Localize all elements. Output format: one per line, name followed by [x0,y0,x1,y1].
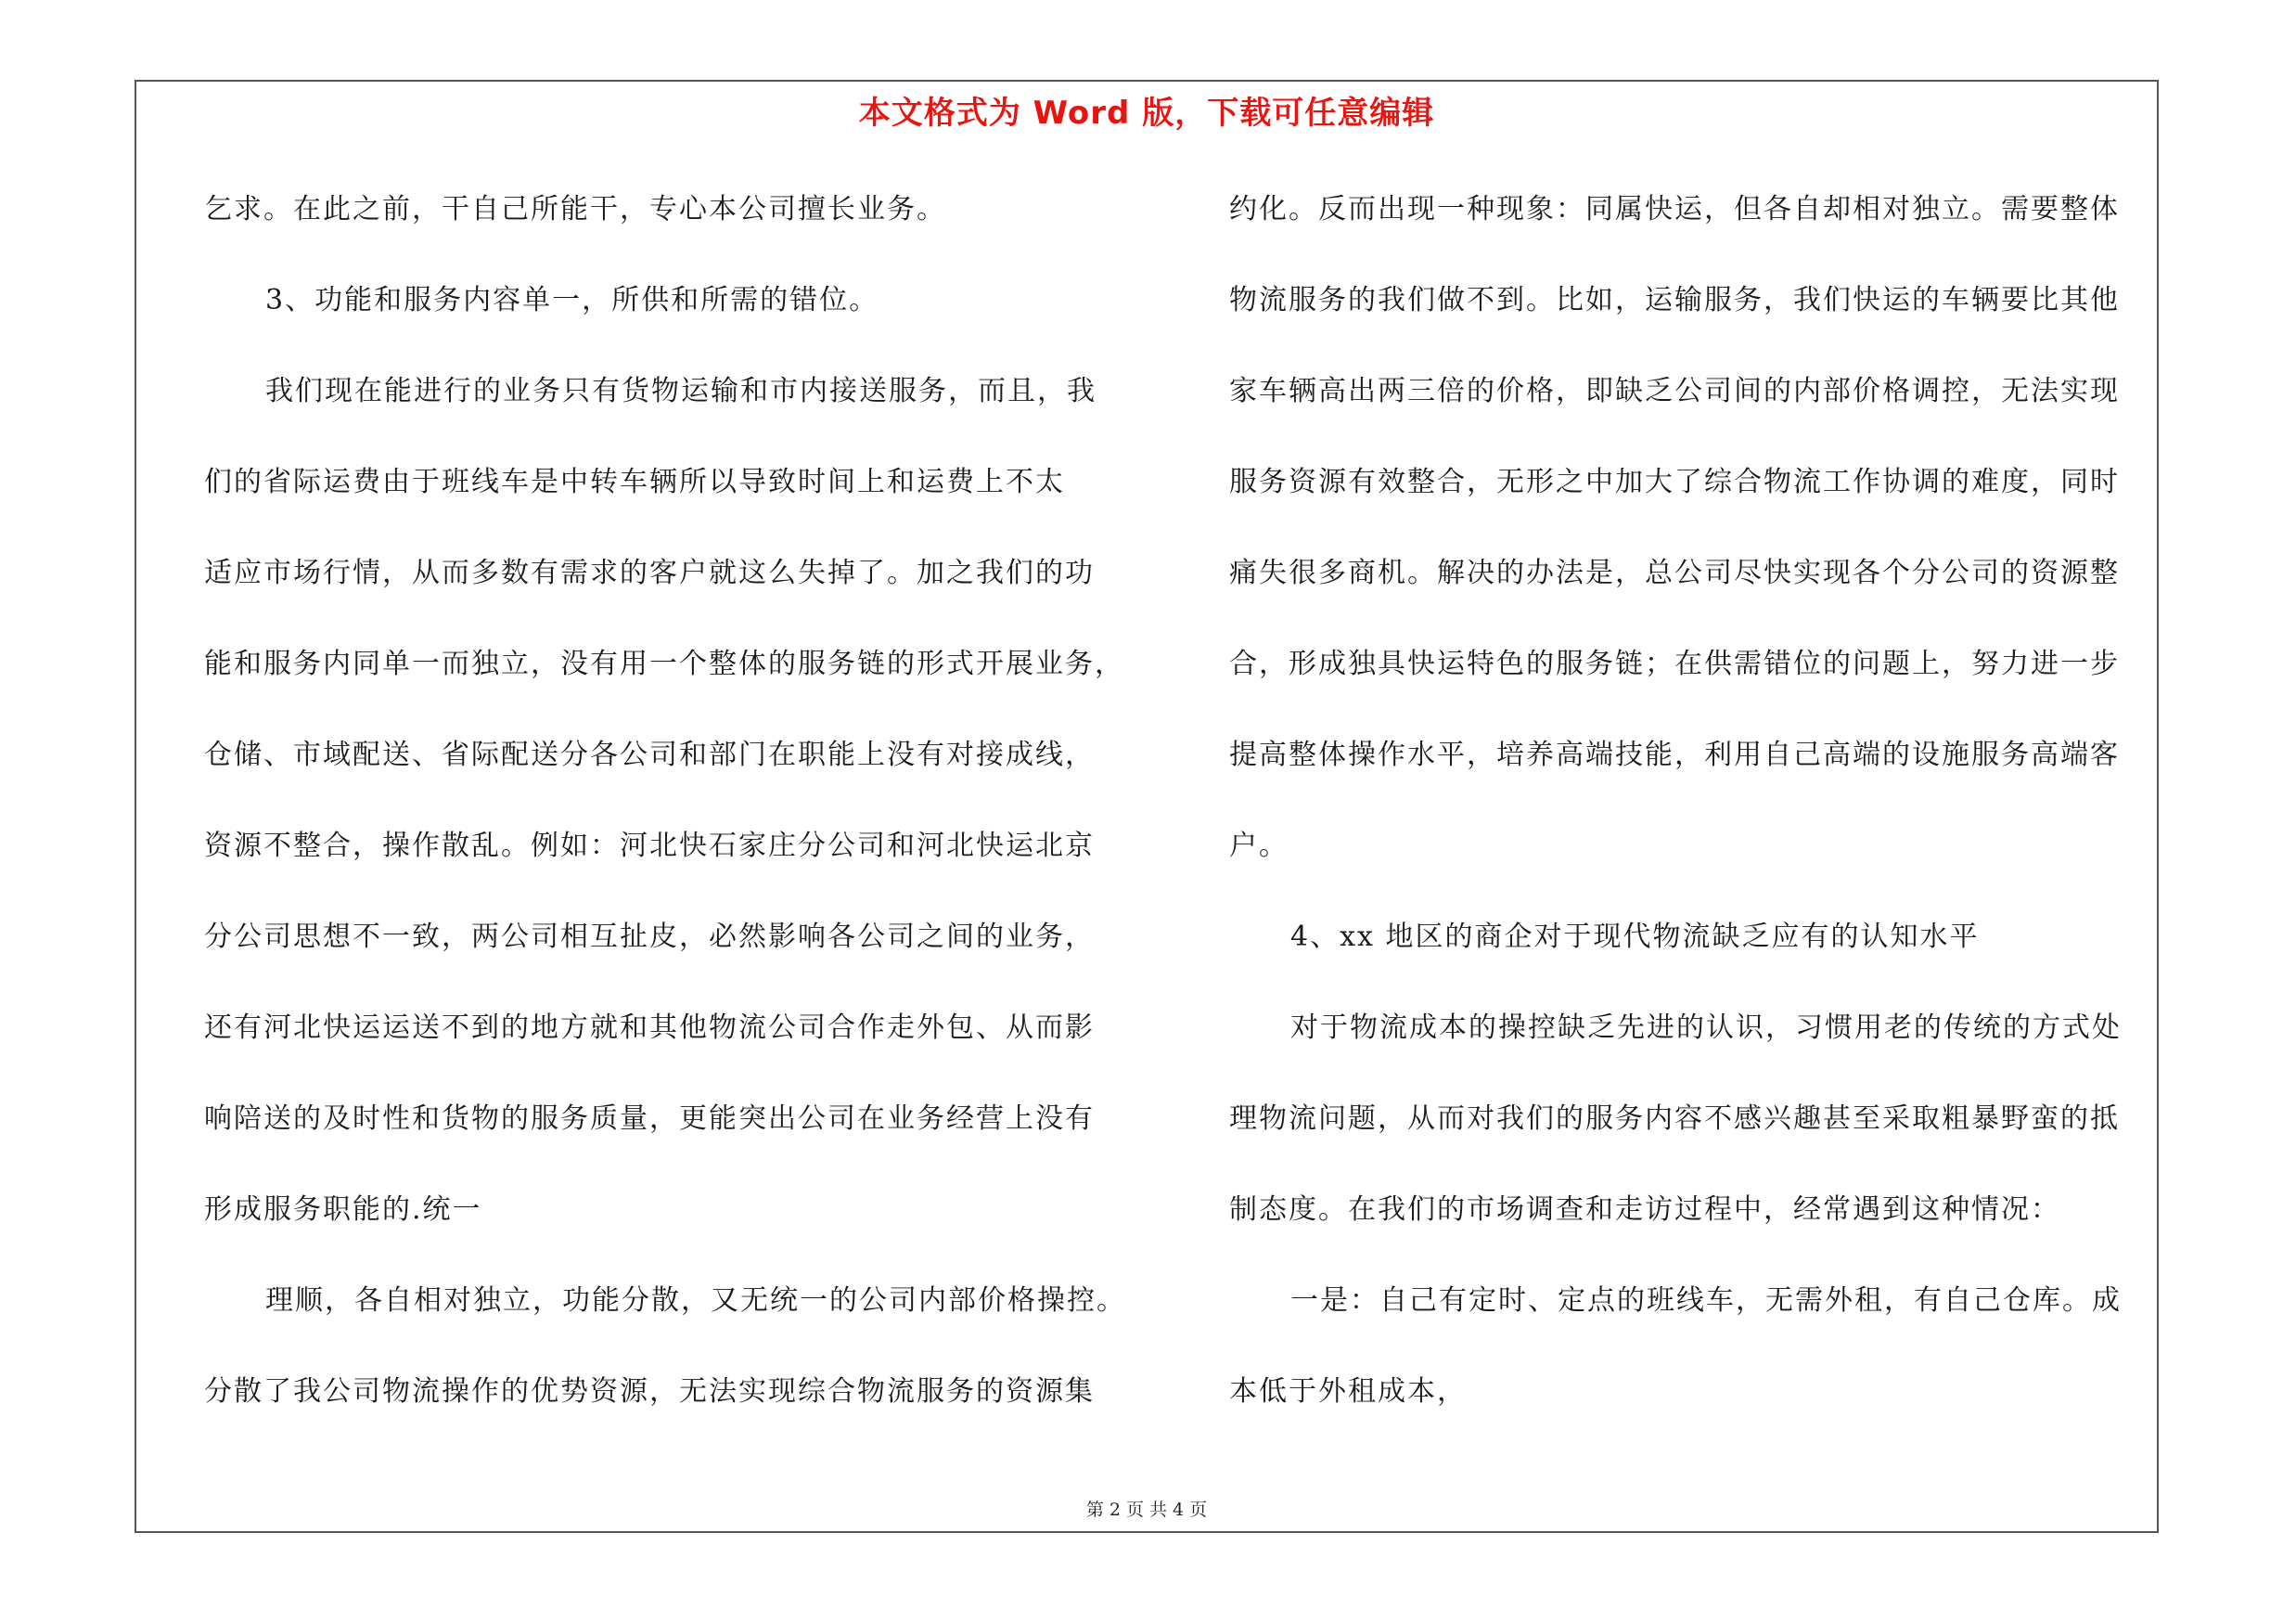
section-heading: 4、xx 地区的商企对于现代物流缺乏应有的认知水平 [1290,921,1980,953]
text-line: 对于物流成本的操控缺乏先进的认识，习惯用老的传统的方式处 [1290,1011,2122,1044]
text-line: 适应市场行情，从而多数有需求的客户就这么失掉了。加之我们的功 [204,557,1095,589]
text-line: 理顺，各自相对独立，功能分散，又无统一的公司内部价格操控。 [265,1284,1126,1317]
left-text-column [204,182,1141,1455]
text-line: 提高整体操作水平，培养高端技能，利用自己高端的设施服务高端客 [1229,739,2120,771]
text-line: 一是：自己有定时、定点的班线车，无需外租，有自己仓库。成 [1290,1284,2122,1317]
section-heading: 3、功能和服务内容单一，所供和所需的错位。 [265,284,879,316]
text-line: 痛失很多商机。解决的办法是，总公司尽快实现各个分公司的资源整 [1229,557,2120,589]
word-format-banner: 本文格式为 Word 版，下载可任意编辑 [858,95,1435,132]
text-line: 家车辆高出两三倍的价格，即缺乏公司间的内部价格调控，无法实现 [1229,375,2120,407]
page-number: 第 2 页 共 4 页 [1085,1500,1208,1520]
text-line: 能和服务内同单一而独立，没有用一个整体的服务链的形式开展业务， [204,648,1124,680]
text-line: 合，形成独具快运特色的服务链；在供需错位的问题上，努力进一步 [1229,648,2120,680]
text-line: 形成服务职能的.统一 [204,1193,482,1226]
text-line: 服务资源有效整合，无形之中加大了综合物流工作协调的难度，同时 [1229,466,2120,498]
text-line: 分散了我公司物流操作的优势资源，无法实现综合物流服务的资源集 [204,1375,1095,1408]
text-line: 制态度。在我们的市场调查和走访过程中，经常遇到这种情况： [1229,1193,2060,1226]
text-line: 物流服务的我们做不到。比如，运输服务，我们快运的车辆要比其他 [1229,284,2120,316]
text-line: 乞求。在此之前，干自己所能干，专心本公司擅长业务。 [204,193,946,225]
text-line: 资源不整合，操作散乱。例如：河北快石家庄分公司和河北快运北京 [204,830,1095,862]
text-line: 还有河北快运运送不到的地方就和其他物流公司合作走外包、从而影 [204,1011,1095,1044]
text-line: 约化。反而出现一种现象：同属快运，但各自却相对独立。需要整体 [1229,193,2120,225]
text-line: 户。 [1229,830,1289,862]
text-line: 本低于外租成本， [1229,1375,1467,1408]
text-line: 响陪送的及时性和货物的服务质量，更能突出公司在业务经营上没有 [204,1102,1095,1135]
text-line: 们的省际运费由于班线车是中转车辆所以导致时间上和运费上不太 [204,466,1065,498]
right-text-column [1229,182,2152,1455]
text-line: 仓储、市域配送、省际配送分各公司和部门在职能上没有对接成线， [204,739,1095,771]
text-line: 分公司思想不一致，两公司相互扯皮，必然影响各公司之间的业务， [204,921,1095,953]
text-line: 理物流问题，从而对我们的服务内容不感兴趣甚至采取粗暴野蛮的抵 [1229,1102,2120,1135]
text-line: 我们现在能进行的业务只有货物运输和市内接送服务，而且，我 [265,375,1097,407]
